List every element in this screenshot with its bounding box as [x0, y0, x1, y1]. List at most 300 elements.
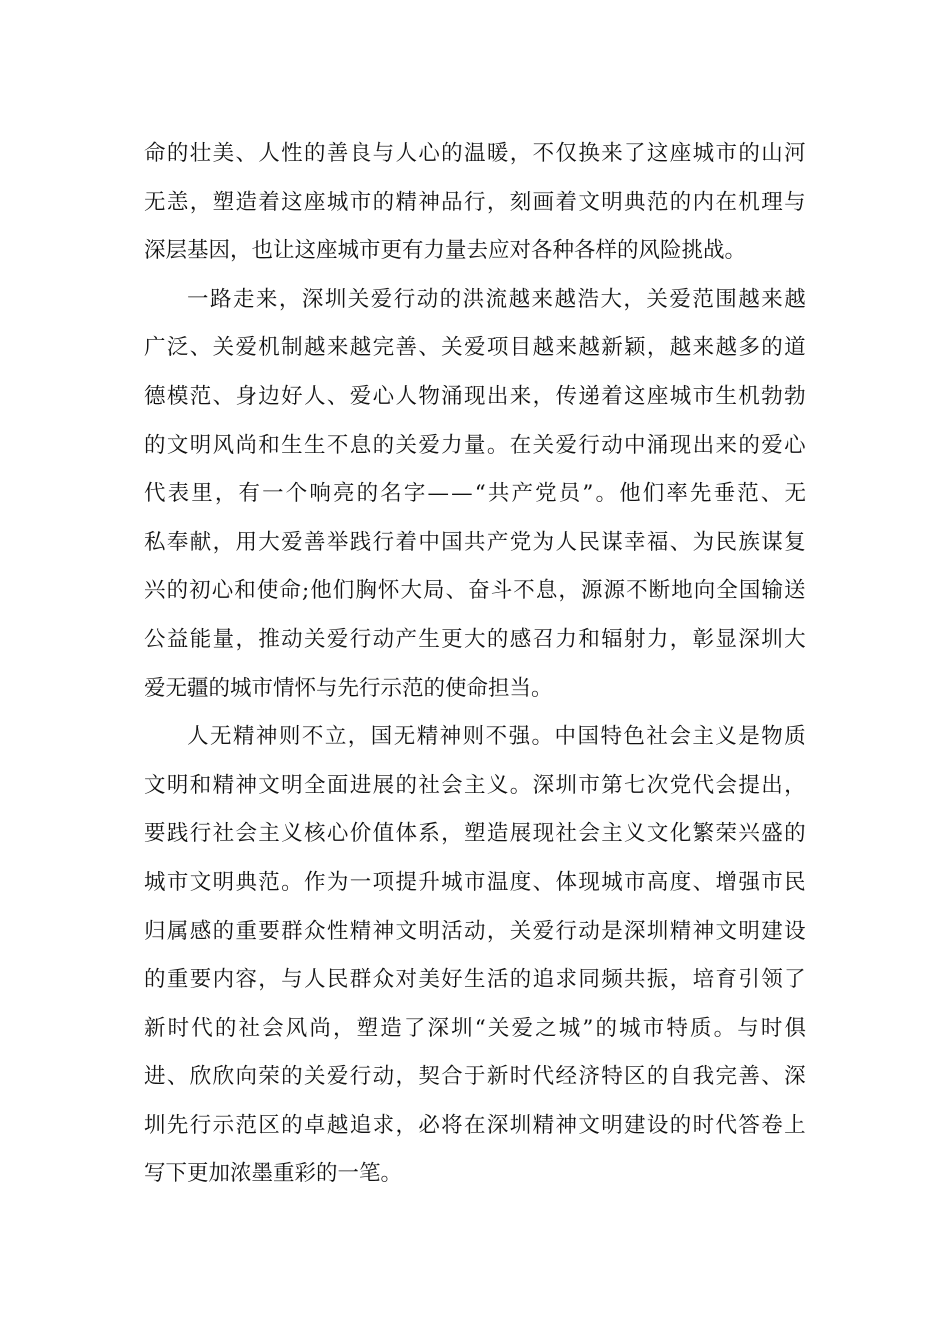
- line-char: 质: [689, 1015, 712, 1041]
- line-char: 不: [532, 141, 555, 166]
- line-char: 完: [715, 1064, 737, 1090]
- line-char: 的: [166, 578, 189, 604]
- line-char: 深: [486, 1112, 509, 1138]
- line-char: 深: [624, 918, 646, 944]
- line-char: 人: [304, 383, 326, 409]
- line-char: 范: [646, 189, 669, 215]
- line-char: 物: [418, 383, 440, 409]
- line-char: 强: [738, 869, 760, 895]
- line-char: 特: [601, 1064, 623, 1090]
- line-char: 彰: [692, 626, 715, 652]
- line-char: 与: [281, 967, 303, 993]
- line-char: 城: [619, 1015, 641, 1041]
- line-char: 族: [738, 529, 760, 555]
- line-char: 涌: [646, 432, 669, 458]
- line-char: 会: [235, 821, 257, 847]
- line-char: 品: [441, 189, 463, 215]
- line-char: 明: [418, 918, 440, 944]
- line-char: 则: [462, 724, 485, 750]
- line-char: 爱: [326, 1064, 349, 1090]
- line-char: 义: [624, 821, 646, 847]
- line-char: 力: [555, 626, 577, 652]
- line-char: 产: [511, 481, 533, 507]
- line-char: 增: [715, 869, 737, 895]
- line-char: 深: [301, 286, 324, 312]
- line-char: 度: [669, 869, 692, 895]
- text-line: [144, 567, 806, 616]
- line-char: 动: [372, 626, 395, 652]
- line-char: 。: [713, 1015, 736, 1041]
- line-char: 特: [600, 724, 622, 750]
- line-char: 、: [692, 869, 715, 895]
- line-char: 的: [144, 432, 166, 458]
- line-char: 不: [513, 578, 535, 604]
- line-char: 群: [349, 967, 372, 993]
- line-char: 息: [349, 432, 372, 458]
- line-char: 不: [301, 724, 324, 750]
- line-char: 现: [532, 821, 555, 847]
- line-char: 字: [403, 481, 426, 507]
- line-char: 河: [784, 141, 806, 166]
- line-char: 义: [281, 821, 303, 847]
- line-char: 的: [669, 1112, 692, 1138]
- line-char: 使: [256, 578, 279, 604]
- line-char: 对: [395, 967, 417, 993]
- line-char: 神: [439, 724, 462, 750]
- line-char: 兴: [144, 578, 166, 604]
- line-char: 文: [578, 189, 600, 215]
- line-char: 神: [235, 772, 257, 798]
- line-char: 关: [646, 286, 668, 312]
- line-char: 动: [372, 1064, 395, 1090]
- line-char: 范: [258, 869, 280, 895]
- text-line: [144, 762, 806, 811]
- line-char: 理: [761, 189, 783, 215]
- line-char: 爱: [370, 286, 393, 312]
- line-char: 来: [692, 335, 715, 361]
- line-char: 关: [487, 1015, 510, 1041]
- line-char: 。: [486, 432, 509, 458]
- line-char: 浩: [577, 286, 599, 312]
- line-char: 代: [191, 1015, 213, 1041]
- line-char: 越: [578, 335, 600, 361]
- line-char: 要: [258, 918, 280, 944]
- line-char: 塑: [464, 821, 486, 847]
- line-char: 的: [669, 189, 692, 215]
- line-char: 全: [304, 772, 326, 798]
- line-char: 的: [441, 141, 463, 166]
- line-char: 生: [418, 626, 440, 652]
- line-char: 上: [784, 1112, 806, 1138]
- line-char: 大: [600, 286, 622, 312]
- line-char: 能: [189, 626, 212, 652]
- line-char: 们: [642, 481, 665, 507]
- line-char: 内: [212, 967, 235, 993]
- line-char: 来: [715, 432, 737, 458]
- line-char: 党: [669, 772, 692, 798]
- text-line: [144, 1005, 806, 1054]
- line-char: 文: [395, 918, 417, 944]
- line-char: 尚: [235, 432, 257, 458]
- line-char: 神: [555, 1112, 577, 1138]
- line-char: 人: [395, 383, 417, 409]
- line-char: 圳: [646, 918, 669, 944]
- line-char: 特: [666, 1015, 688, 1041]
- line-char: 精: [395, 189, 417, 215]
- line-char: 爱: [349, 383, 372, 409]
- line-char: 爱: [761, 432, 783, 458]
- line-char: 群: [281, 918, 303, 944]
- line-char: 座: [304, 189, 326, 215]
- line-char: 国: [441, 529, 463, 555]
- line-char: 益: [166, 626, 189, 652]
- line-char: 会: [669, 724, 691, 750]
- line-char: 属: [166, 918, 189, 944]
- line-char: 生: [304, 432, 326, 458]
- line-char: 深: [532, 772, 555, 798]
- line-char: 量: [212, 626, 235, 652]
- line-char: 人: [258, 141, 280, 166]
- line-char: 的: [214, 1015, 237, 1041]
- line-char: 一: [187, 286, 209, 312]
- line-char: 人: [395, 141, 417, 166]
- line-char: 走: [232, 286, 255, 312]
- line-char: 代: [692, 772, 715, 798]
- text-line: [144, 1102, 806, 1151]
- line-char: 、: [189, 335, 212, 361]
- line-char: 振: [646, 967, 669, 993]
- line-char: 着: [601, 383, 623, 409]
- line-char: 盛: [761, 821, 783, 847]
- line-char: ，: [669, 626, 692, 652]
- line-char: 城: [558, 1015, 581, 1041]
- line-char: 深: [427, 1015, 450, 1041]
- line-char: 欣: [212, 1064, 235, 1090]
- line-char: 明: [166, 772, 189, 798]
- line-char: 作: [304, 869, 326, 895]
- line-char: 高: [646, 869, 669, 895]
- line-char: 内: [692, 189, 715, 215]
- line-char: 行: [464, 189, 486, 215]
- line-char: 源: [580, 578, 603, 604]
- line-char: ，: [486, 918, 509, 944]
- line-char: ，: [486, 189, 509, 215]
- line-char: 行: [578, 432, 600, 458]
- line-char: 勃: [761, 383, 783, 409]
- line-char: 机: [258, 335, 280, 361]
- line-char: 这: [624, 383, 646, 409]
- line-char: 主: [601, 821, 623, 847]
- line-char: 福: [646, 529, 669, 555]
- line-char: ，: [532, 383, 555, 409]
- line-char: 垂: [713, 481, 736, 507]
- line-char: 流: [485, 286, 508, 312]
- line-char: 自: [669, 1064, 692, 1090]
- line-char: 面: [326, 772, 349, 798]
- line-char: 文: [166, 432, 189, 458]
- line-char: 爱: [235, 335, 257, 361]
- line-char: 文: [258, 772, 280, 798]
- line-char: ，: [212, 529, 235, 555]
- line-char: 送: [784, 578, 806, 604]
- line-char: 求: [372, 1112, 395, 1138]
- line-char: 同: [578, 967, 600, 993]
- line-char: 关: [532, 432, 555, 458]
- line-char: 体: [555, 869, 577, 895]
- line-char: 七: [624, 772, 646, 798]
- line-char: 和: [234, 578, 256, 604]
- line-char: 着: [395, 529, 417, 555]
- line-char: 精: [349, 918, 372, 944]
- line-char: 座: [646, 383, 669, 409]
- line-char: 中: [624, 432, 646, 458]
- line-char: 爱: [464, 335, 486, 361]
- line-char: 时: [692, 1112, 715, 1138]
- line-char: 为: [326, 869, 349, 895]
- text-line: [144, 713, 806, 762]
- line-char: 动: [281, 626, 303, 652]
- line-char: 中: [418, 529, 440, 555]
- line-char: 名: [380, 481, 402, 507]
- text-line: [144, 1150, 806, 1199]
- line-char: 核: [304, 821, 326, 847]
- line-char: 的: [738, 141, 760, 166]
- line-char: 颖: [624, 335, 646, 361]
- line-char: 命: [144, 141, 166, 166]
- line-char: 立: [324, 724, 347, 750]
- line-char: 与: [372, 141, 395, 166]
- line-char: 圳: [324, 286, 347, 312]
- line-char: 深: [784, 1064, 806, 1090]
- line-char: 生: [281, 432, 303, 458]
- line-char: 壮: [189, 141, 212, 166]
- line-char: 兴: [738, 821, 760, 847]
- line-char: 义: [715, 724, 737, 750]
- line-char: 欣: [189, 1064, 212, 1090]
- line-char: 越: [326, 1112, 349, 1138]
- line-char: 契: [418, 1064, 440, 1090]
- line-char: 输: [761, 578, 783, 604]
- line-char: 心: [211, 578, 234, 604]
- line-char: 提: [738, 772, 760, 798]
- line-char: 值: [372, 821, 395, 847]
- line-char: 的: [595, 1015, 617, 1041]
- line-char: 质: [784, 724, 806, 750]
- line-char: 市: [624, 869, 646, 895]
- line-char: 次: [646, 772, 669, 798]
- line-char: 不: [326, 432, 349, 458]
- line-char: 将: [441, 1112, 463, 1138]
- line-char: 众: [304, 918, 326, 944]
- line-char: 明: [189, 432, 212, 458]
- line-char: 城: [692, 141, 715, 166]
- line-char: 必: [418, 1112, 440, 1138]
- line-char: 机: [738, 383, 760, 409]
- line-char: ，: [395, 1112, 417, 1138]
- line-char: 时: [509, 1064, 532, 1090]
- line-char: 主: [464, 772, 486, 798]
- line-char: 公: [144, 626, 166, 652]
- line-char: 践: [166, 821, 189, 847]
- text-line: [144, 665, 806, 714]
- line-char: “: [474, 1015, 486, 1041]
- line-char: 泛: [166, 335, 189, 361]
- line-char: 力: [441, 432, 463, 458]
- line-char: 来: [531, 286, 554, 312]
- line-char: ”: [582, 1015, 594, 1041]
- line-char: 城: [441, 869, 463, 895]
- line-char: 温: [486, 869, 509, 895]
- line-char: 文: [578, 1112, 600, 1138]
- line-char: 明: [601, 1112, 623, 1138]
- line-char: 市: [642, 1015, 665, 1041]
- line-char: 求: [555, 967, 577, 993]
- line-char: 大: [258, 529, 280, 555]
- line-char: 、: [669, 529, 692, 555]
- line-char: “: [474, 481, 486, 507]
- line-char: 文: [646, 821, 669, 847]
- text-line: [144, 956, 806, 1005]
- line-char: 色: [623, 724, 645, 750]
- line-char: 、: [166, 1064, 189, 1090]
- line-char: 圳: [509, 1112, 532, 1138]
- line-char: 的: [486, 626, 509, 652]
- line-char: 不: [485, 724, 508, 750]
- line-char: 越: [304, 335, 326, 361]
- line-char: 化: [669, 821, 692, 847]
- line-char: 无: [209, 724, 232, 750]
- line-char: 率: [666, 481, 688, 507]
- line-char: 神: [255, 724, 278, 750]
- line-char: 感: [509, 626, 532, 652]
- line-char: 市: [349, 189, 372, 215]
- line-char: 暖: [486, 141, 509, 166]
- line-char: 区: [624, 1064, 646, 1090]
- line-char: ，: [347, 724, 370, 750]
- line-char: 卓: [304, 1112, 326, 1138]
- line-char: 在: [464, 1112, 486, 1138]
- line-char: 生: [715, 383, 737, 409]
- line-char: 了: [624, 141, 646, 166]
- line-char: 围: [715, 286, 737, 312]
- line-char: 爱: [669, 286, 691, 312]
- line-char: 主: [258, 821, 280, 847]
- line-char: 。: [595, 481, 617, 507]
- line-char: 心: [326, 821, 349, 847]
- line-char: 行: [555, 918, 577, 944]
- line-char: 造: [380, 1015, 402, 1041]
- line-char: 举: [326, 529, 349, 555]
- text-line: [144, 227, 806, 276]
- line-char: 文: [144, 772, 166, 798]
- line-char: 行: [349, 1064, 372, 1090]
- line-char: 善: [304, 529, 326, 555]
- line-char: 市: [715, 141, 737, 166]
- line-char: 奋: [468, 578, 490, 604]
- line-char: 员: [558, 481, 581, 507]
- line-char: 主: [692, 724, 714, 750]
- line-char: 代: [715, 1112, 737, 1138]
- line-char: ，: [558, 578, 580, 604]
- line-char: 社: [555, 821, 577, 847]
- text-line: [144, 908, 806, 957]
- line-char: 社: [418, 772, 440, 798]
- line-char: 培: [692, 967, 715, 993]
- line-char: 时: [167, 1015, 190, 1041]
- line-char: 的: [212, 918, 235, 944]
- line-char: 展: [509, 821, 532, 847]
- line-char: 边: [258, 383, 280, 409]
- line-char: 辐: [601, 626, 623, 652]
- line-char: 塑: [356, 1015, 379, 1041]
- line-char: 项: [372, 869, 395, 895]
- line-char: 会: [441, 772, 463, 798]
- line-char: 复: [784, 529, 806, 555]
- line-char: 关: [509, 918, 532, 944]
- line-char: 精: [532, 1112, 555, 1138]
- line-char: 息: [535, 578, 558, 604]
- line-char: 圳: [144, 1112, 166, 1138]
- line-text: 写下更加浓墨重彩的一笔。: [144, 1161, 403, 1187]
- line-char: 爱: [281, 529, 303, 555]
- line-char: 胸: [355, 578, 377, 604]
- line-char: 在: [509, 432, 532, 458]
- line-char: 项: [486, 335, 509, 361]
- line-char: 、: [212, 383, 235, 409]
- line-char: 塑: [212, 189, 235, 215]
- line-char: 时: [760, 1015, 783, 1041]
- line-char: 荣: [715, 821, 737, 847]
- line-char: 关: [304, 626, 326, 652]
- line-char: 关: [304, 1064, 326, 1090]
- line-char: 身: [235, 383, 257, 409]
- line-char: 文: [189, 869, 212, 895]
- line-char: 城: [601, 869, 623, 895]
- line-char: 献: [189, 529, 212, 555]
- line-char: 明: [212, 869, 235, 895]
- line-char: 为: [532, 529, 555, 555]
- line-char: 行: [349, 626, 372, 652]
- line-char: 升: [418, 869, 440, 895]
- line-char: 义: [486, 772, 509, 798]
- line-char: 关: [441, 335, 463, 361]
- line-char: 经: [555, 1064, 577, 1090]
- line-char: 人: [187, 724, 209, 750]
- line-char: 现: [464, 383, 486, 409]
- line-char: 是: [738, 724, 760, 750]
- line-char: ”: [582, 481, 594, 507]
- line-char: 。: [281, 869, 303, 895]
- line-char: 城: [669, 383, 692, 409]
- line-char: 个: [285, 481, 308, 507]
- line-char: 答: [738, 1112, 760, 1138]
- line-char: 着: [258, 189, 280, 215]
- line-char: 先: [689, 481, 712, 507]
- line-char: 典: [624, 189, 646, 215]
- text-line: [144, 373, 806, 422]
- line-char: 善: [326, 141, 349, 166]
- line-char: 了: [403, 1015, 426, 1041]
- line-char: 美: [418, 967, 440, 993]
- line-char: 越: [508, 286, 531, 312]
- line-char: 体: [395, 821, 417, 847]
- line-char: 产: [486, 529, 509, 555]
- line-char: ，: [278, 286, 301, 312]
- line-char: 众: [372, 967, 395, 993]
- line-char: 射: [624, 626, 646, 652]
- line-char: 、: [761, 1064, 783, 1090]
- line-char: ，: [235, 626, 257, 652]
